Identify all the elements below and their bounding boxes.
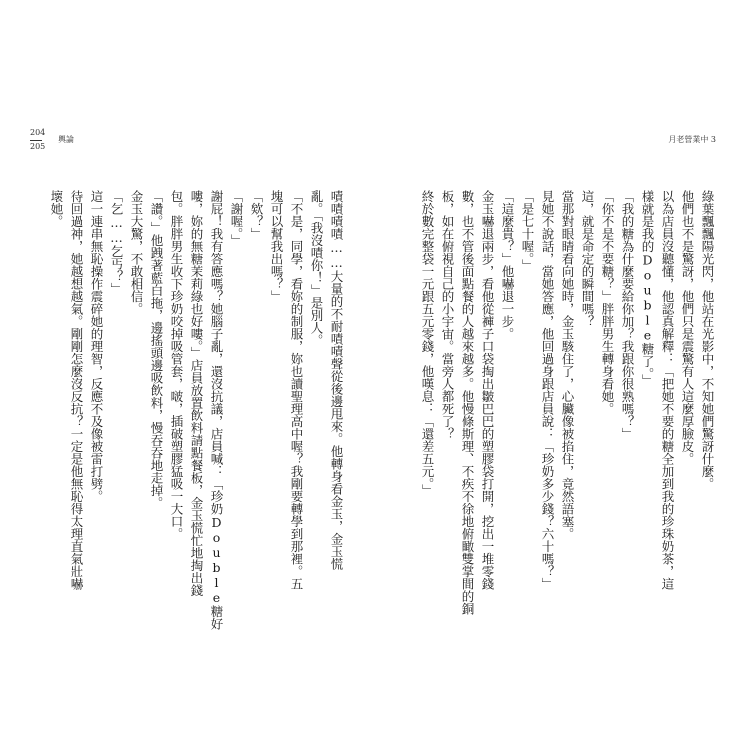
text-column: 「欸？」	[249, 190, 264, 240]
text-column: 「謝喔。」	[229, 190, 244, 247]
page-number-left: 204	[30, 128, 46, 137]
text-column: 嘍，妳的無糖茉莉綠也好嘍。」店員放置飲料請點餐板，金玉慌忙地掏出錢	[189, 190, 204, 597]
text-column: 這，就是命定的瞬間嗎？	[580, 190, 595, 328]
text-column: 金玉大驚，不敢相信。	[129, 190, 144, 315]
text-column: 塊可以幫我出嗎？」	[269, 190, 284, 303]
text-column: 謝屁！我有答應嗎？她腦子亂，還沒抗議，店員喊：「珍奶Double糖好	[209, 190, 224, 630]
text-column: 這一連串無恥操作震碎她的理智，反應不及像被雷打劈。	[89, 190, 104, 503]
text-column: 「這麼貴？」他嚇退一步。	[500, 190, 515, 340]
text-column: 終於數完整袋一元跟五元零錢，他嘆息：「還差五元。」	[420, 190, 435, 497]
text-column: 當那對眼睛看向她時，金玉駭住了，心臟像被掐住，竟然語塞。	[560, 190, 575, 540]
text-column: 見她不說話，當她答應，他回過身跟店員說：「珍奶多少錢？六十嗎？」	[540, 190, 555, 590]
text-column: 「不是，同學，看妳的制服，妳也讀聖理高中喔？我剛要轉學到那裡。五	[289, 190, 304, 590]
text-column: 待回過神，她越想越氣。剛剛怎麼沒反抗？一定是他無恥得太理直氣壯嚇	[69, 190, 84, 590]
text-column: 包。胖胖男生收下珍奶咬掉吸管套，啵，插破塑膠猛吸一大口。	[169, 190, 184, 540]
text-column: 板，如在俯視自己的小宇宙。當旁人都死了？	[440, 190, 455, 440]
text-column: 樣就是我的Double糖了。」	[640, 190, 655, 387]
text-column: 「你不是不要糖？」胖胖男生轉身看她。	[600, 190, 615, 415]
page-number-divider	[30, 140, 42, 141]
text-column: 嘖嘖嘖嘖……大量的不耐嘖嘖聲從後邊甩來。他轉身看金玉，金玉慌	[329, 190, 344, 570]
text-column: 以為店員沒聽懂，他認真解釋：「把她不要的糖全加到我的珍珠奶茶，這	[660, 190, 675, 590]
text-column: 數，也不管後面點餐的人越來越多。他慢條斯理、不疾不徐地俯瞰雙掌間的銅	[460, 190, 475, 615]
text-column: 「我的糖為什麼要給你加？我跟你很熟嗎？」	[620, 190, 635, 440]
text-column: 金玉嚇退兩步，看他從褲子口袋掏出皺巴巴的塑膠袋打開，挖出一堆零錢	[480, 190, 495, 590]
text-column: 「乞……乞丐？」	[109, 190, 124, 295]
right-running-title: 月老營業中 3	[668, 135, 716, 144]
page-number-right: 205	[30, 142, 46, 151]
text-column: 亂。「我沒嘖你！」是別人。	[309, 190, 324, 347]
text-column: 「讚。」他跩著藍白拖，邊搖頭邊吸飲料，慢吞吞地走掉。	[149, 190, 164, 509]
text-column: 壞她。	[49, 190, 64, 228]
text-column: 綠葉飄飄陽光閃，他站在光影中，不知她們驚訝什麼。	[700, 190, 715, 490]
right-page	[375, 0, 750, 750]
text-column: 他們也不是驚訝，他們只是震驚有人這麼厚臉皮。	[680, 190, 695, 465]
text-column: 「是七十喔。」	[520, 190, 535, 272]
left-running-title: 輿論	[58, 135, 74, 144]
